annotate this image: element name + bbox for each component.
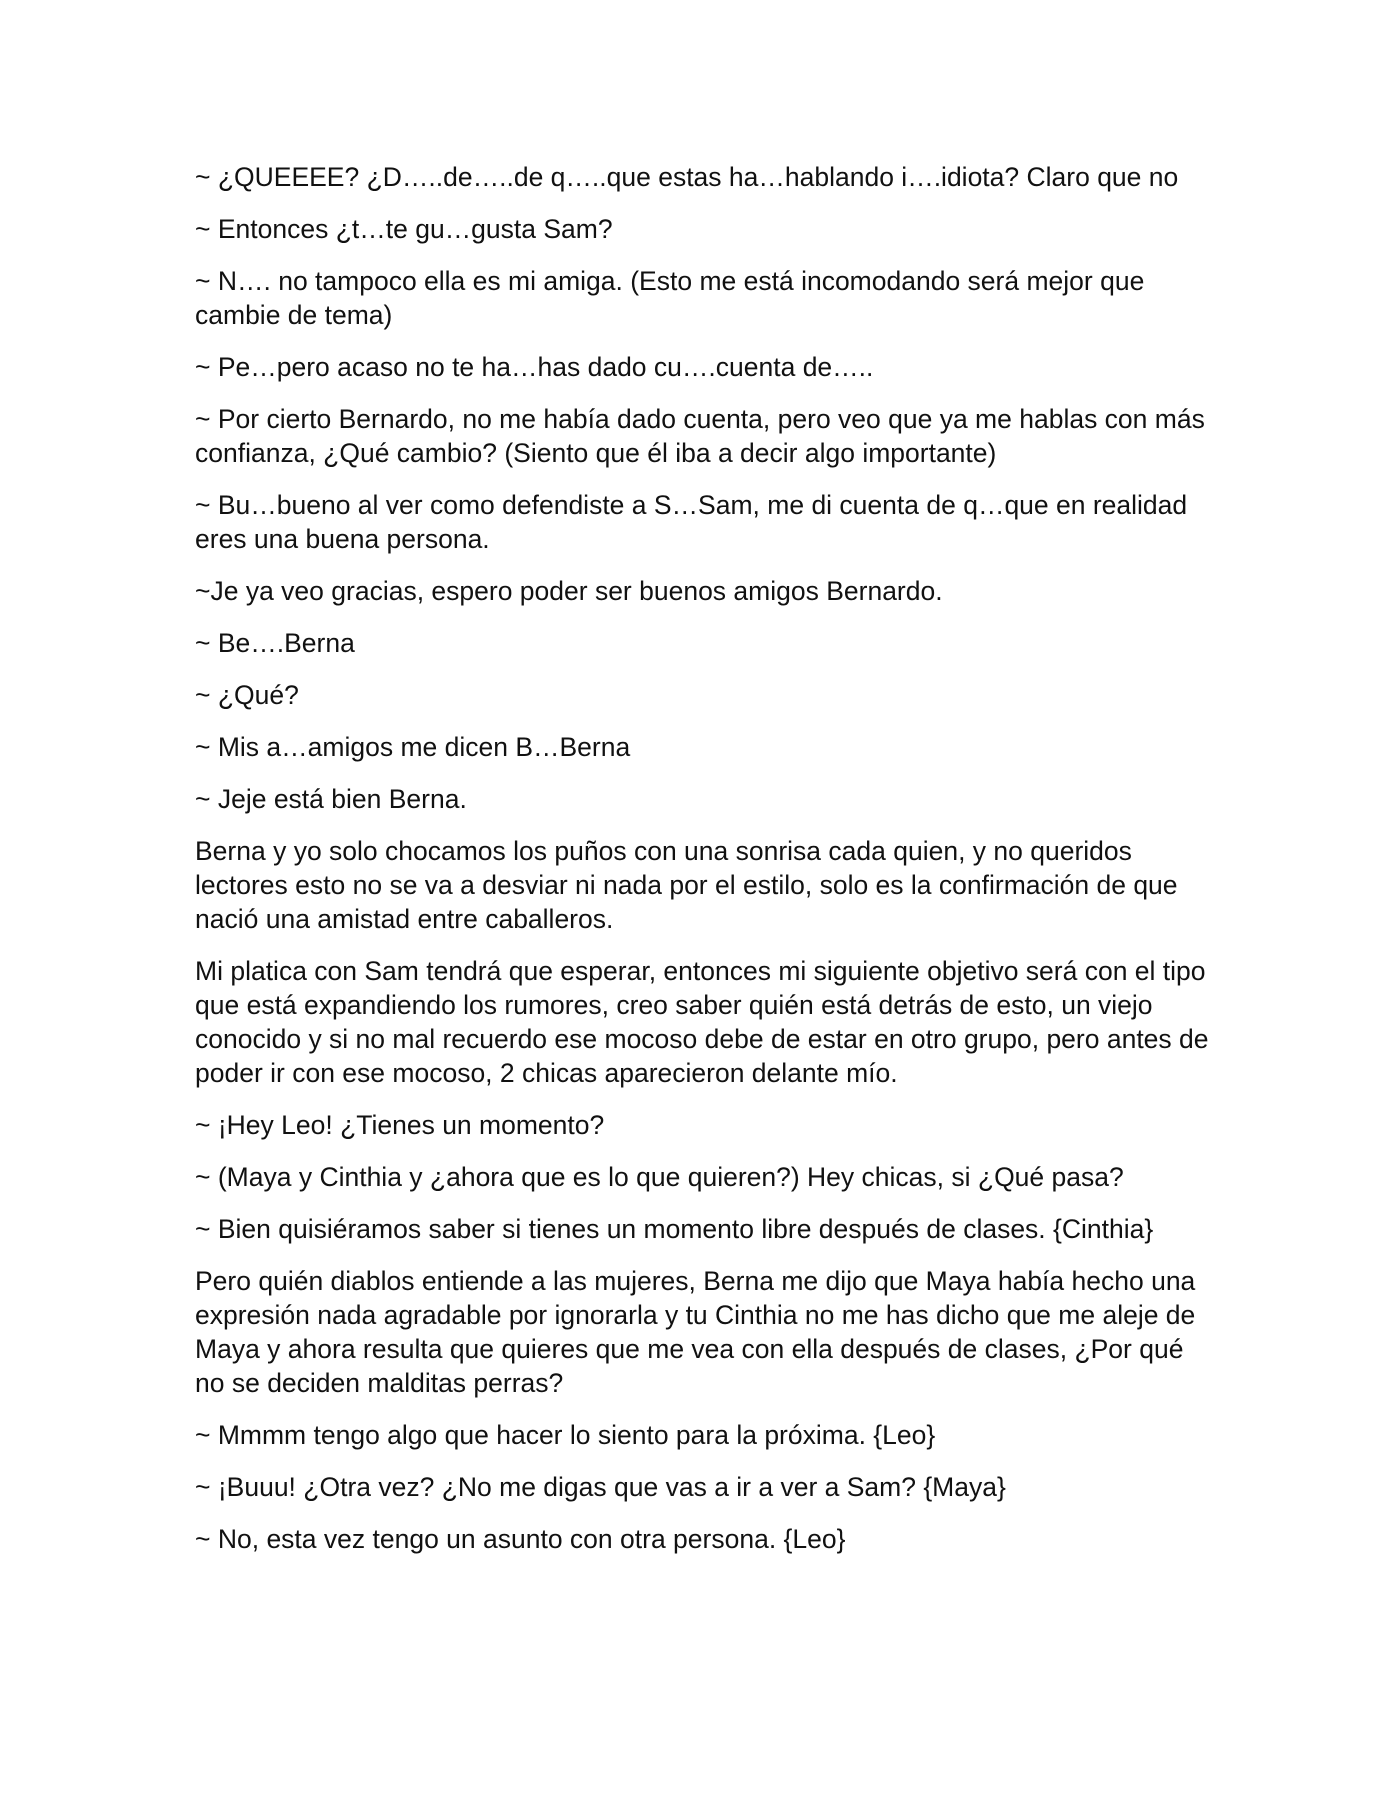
dialogue-line: ~ Por cierto Bernardo, no me había dado cuenta, pero veo que ya me hablas con más confianza, ¿Qué cambio? (Siento que él iba a decir algo importante) xyxy=(195,404,1205,468)
dialogue-line: ~Je ya veo gracias, espero poder ser buenos amigos Bernardo. xyxy=(195,576,943,606)
dialogue-line: ~ ¡Hey Leo! ¿Tienes un momento? xyxy=(195,1110,605,1140)
dialogue-line: ~ ¿QUEEEE? ¿D…..de…..de q…..que estas ha…hablando i….idiota? Claro que no xyxy=(195,162,1179,192)
dialogue-line: ~ ¡Buuu! ¿Otra vez? ¿No me digas que vas a ir a ver a Sam? {Maya} xyxy=(195,1472,1006,1502)
document-body xyxy=(195,160,1215,1574)
dialogue-line: ~ Pe…pero acaso no te ha…has dado cu….cuenta de….. xyxy=(195,352,874,382)
dialogue-line: ~ Bu…bueno al ver como defendiste a S…Sam, me di cuenta de q…que en realidad eres una buena persona. xyxy=(195,490,1188,554)
dialogue-line: ~ (Maya y Cinthia y ¿ahora que es lo que quieren?) Hey chicas, si ¿Qué pasa? xyxy=(195,1162,1124,1192)
dialogue-line: ~ N…. no tampoco ella es mi amiga. (Esto me está incomodando será mejor que cambie de tema) xyxy=(195,266,1145,330)
dialogue-line: ~ Entonces ¿t…te gu…gusta Sam? xyxy=(195,214,613,244)
dialogue-line: ~ Bien quisiéramos saber si tienes un momento libre después de clases. {Cinthia} xyxy=(195,1214,1154,1244)
dialogue-line: ~ Mmmm tengo algo que hacer lo siento para la próxima. {Leo} xyxy=(195,1420,936,1450)
dialogue-line: ~ Jeje está bien Berna. xyxy=(195,784,467,814)
narration-paragraph: Mi platica con Sam tendrá que esperar, entonces mi siguiente objetivo será con el tipo que está expandiendo los rumores, creo saber quién está detrás de esto, un viejo conocido y si no mal recuerdo ese mocoso debe de estar en otro grupo, pero antes de poder ir con ese mocoso, 2 chicas aparecieron delante mío. xyxy=(195,956,1209,1088)
dialogue-line: ~ No, esta vez tengo un asunto con otra persona. {Leo} xyxy=(195,1524,846,1554)
dialogue-line: ~ ¿Qué? xyxy=(195,680,299,710)
dialogue-line: ~ Mis a…amigos me dicen B…Berna xyxy=(195,732,631,762)
dialogue-line: ~ Be….Berna xyxy=(195,628,355,658)
narration-paragraph: Berna y yo solo chocamos los puños con una sonrisa cada quien, y no queridos lectores esto no se va a desviar ni nada por el estilo, solo es la confirmación de que nació una amistad entre caballeros. xyxy=(195,836,1178,934)
narration-paragraph: Pero quién diablos entiende a las mujeres, Berna me dijo que Maya había hecho una expresión nada agradable por ignorarla y tu Cinthia no me has dicho que me aleje de Maya y ahora resulta que quieres que me vea con ella después de clases, ¿Por qué no se deciden malditas perras? xyxy=(195,1266,1196,1398)
